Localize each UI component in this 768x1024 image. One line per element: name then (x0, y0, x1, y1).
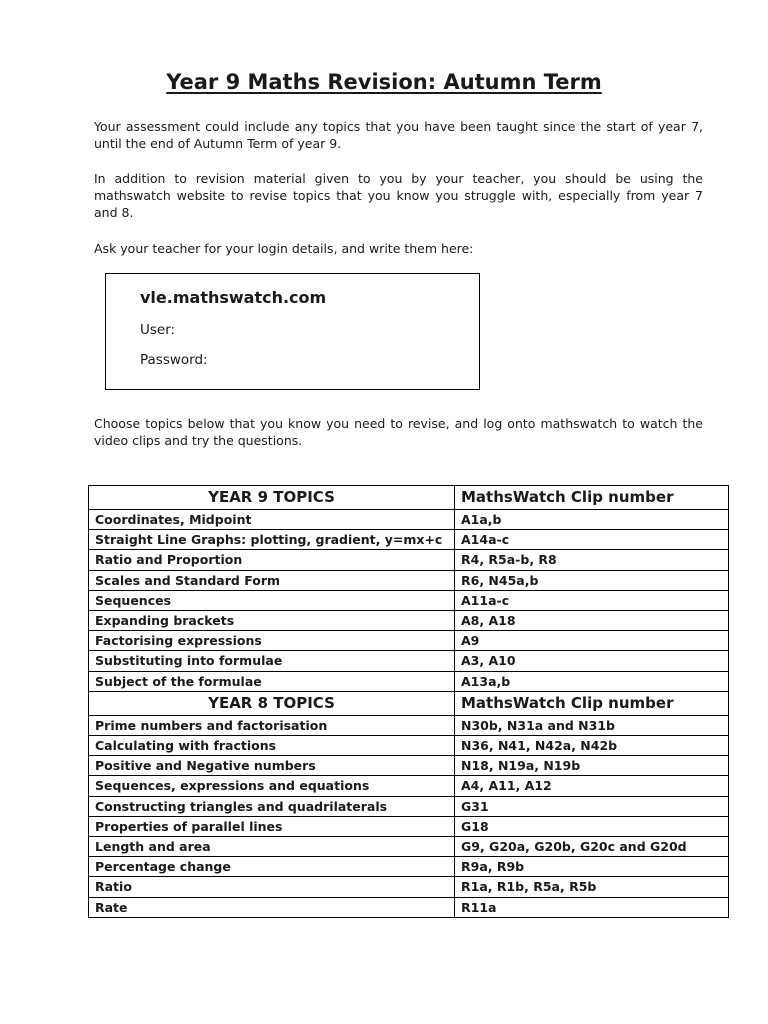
table-row (89, 510, 729, 530)
year8-clip-header: MathsWatch Clip number (455, 691, 729, 715)
login-instruction: Ask your teacher for your login details, and write them here: (94, 241, 474, 256)
table-row (89, 776, 729, 796)
mathswatch-paragraph: In addition to revision material given to you by your teacher, you should be using the mathswatch website to revise topics that you know you struggle with, especially from year 7 and 8. (94, 171, 703, 220)
clip-cell: A9 (455, 631, 729, 651)
page-title: Year 9 Maths Revision: Autumn Term (166, 70, 602, 94)
intro-paragraph: Your assessment could include any topics that you have been taught since the start of year 7, until the end of Autumn Term of year 9. (94, 119, 703, 151)
topic-cell: Expanding brackets (89, 611, 455, 631)
table-row (89, 530, 729, 550)
table-row (89, 816, 729, 836)
table-row (89, 837, 729, 857)
website-address: vle.mathswatch.com (140, 288, 327, 307)
table-row (89, 590, 729, 610)
table-row (89, 570, 729, 590)
table-row (89, 877, 729, 897)
table-row (89, 897, 729, 917)
clip-cell: R6, N45a,b (455, 570, 729, 590)
clip-cell: N18, N19a, N19b (455, 756, 729, 776)
year9-topics-header: YEAR 9 TOPICS (89, 486, 455, 510)
year9-header-row (89, 486, 729, 510)
table-row (89, 756, 729, 776)
topic-cell: Scales and Standard Form (89, 570, 455, 590)
clip-cell: A8, A18 (455, 611, 729, 631)
topic-cell: Properties of parallel lines (89, 816, 455, 836)
clip-cell: R11a (455, 897, 729, 917)
login-details-box (105, 273, 480, 390)
clip-cell: R9a, R9b (455, 857, 729, 877)
topics-table (88, 485, 729, 918)
topic-cell: Coordinates, Midpoint (89, 510, 455, 530)
year9-clip-header: MathsWatch Clip number (455, 486, 729, 510)
clip-cell: N36, N41, N42a, N42b (455, 736, 729, 756)
topic-cell: Factorising expressions (89, 631, 455, 651)
topic-cell: Length and area (89, 837, 455, 857)
topic-cell: Rate (89, 897, 455, 917)
topic-cell: Ratio (89, 877, 455, 897)
topic-cell: Prime numbers and factorisation (89, 715, 455, 735)
clip-cell: A1a,b (455, 510, 729, 530)
table-row (89, 796, 729, 816)
clip-cell: R1a, R1b, R5a, R5b (455, 877, 729, 897)
table-row (89, 651, 729, 671)
table-row (89, 611, 729, 631)
topic-cell: Positive and Negative numbers (89, 756, 455, 776)
topic-cell: Substituting into formulae (89, 651, 455, 671)
clip-cell: A13a,b (455, 671, 729, 691)
topic-cell: Ratio and Proportion (89, 550, 455, 570)
topic-cell: Straight Line Graphs: plotting, gradient, y=mx+c (89, 530, 455, 550)
table-row (89, 550, 729, 570)
clip-cell: A14a-c (455, 530, 729, 550)
topic-cell: Percentage change (89, 857, 455, 877)
clip-cell: A11a-c (455, 590, 729, 610)
topic-cell: Subject of the formulae (89, 671, 455, 691)
topic-cell: Sequences, expressions and equations (89, 776, 455, 796)
clip-cell: A4, A11, A12 (455, 776, 729, 796)
topic-cell: Calculating with fractions (89, 736, 455, 756)
table-row (89, 671, 729, 691)
topic-cell: Sequences (89, 590, 455, 610)
clip-cell: R4, R5a-b, R8 (455, 550, 729, 570)
clip-cell: N30b, N31a and N31b (455, 715, 729, 735)
topic-cell: Constructing triangles and quadrilaterals (89, 796, 455, 816)
user-label: User: (140, 322, 176, 338)
password-label: Password: (140, 352, 208, 368)
choose-topics-paragraph: Choose topics below that you know you need to revise, and log onto mathswatch to watch the video clips and try the questions. (94, 416, 703, 448)
year8-topics-header: YEAR 8 TOPICS (89, 691, 455, 715)
clip-cell: G9, G20a, G20b, G20c and G20d (455, 837, 729, 857)
table-row (89, 736, 729, 756)
table-row (89, 715, 729, 735)
clip-cell: G18 (455, 816, 729, 836)
clip-cell: A3, A10 (455, 651, 729, 671)
year8-header-row (89, 691, 729, 715)
table-row (89, 857, 729, 877)
table-row (89, 631, 729, 651)
clip-cell: G31 (455, 796, 729, 816)
